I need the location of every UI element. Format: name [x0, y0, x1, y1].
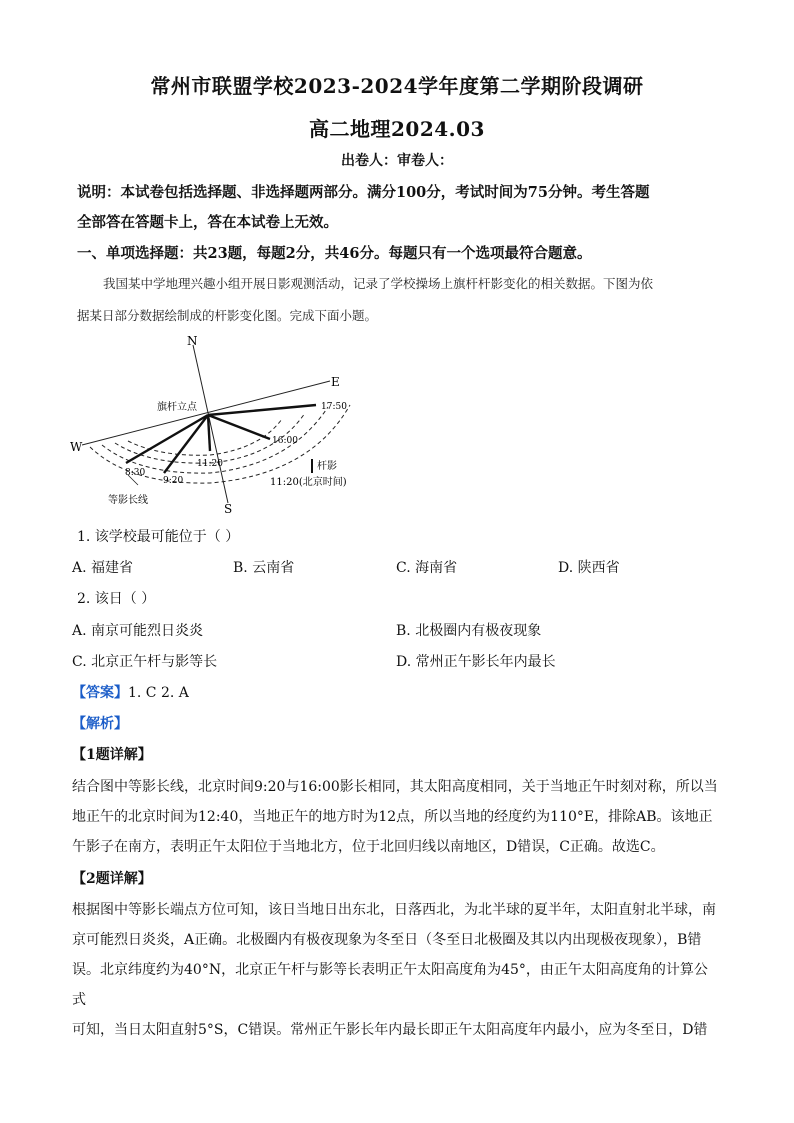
- section-heading: 一、单项选择题：共23题，每题2分，共46分。每题只有一个选项最符合题意。: [77, 245, 592, 262]
- q2-option-a: A. 南京可能烈日炎炎: [72, 623, 204, 639]
- south-label: S: [224, 502, 233, 515]
- q1-option-b: B. 云南省: [233, 560, 295, 576]
- legend-shadow-label: 杆影: [317, 461, 337, 472]
- shadow-1750: [208, 405, 316, 415]
- q1-option-a: A. 福建省: [72, 560, 134, 576]
- detail-2-body: [72, 895, 720, 1045]
- isoline-inner: [128, 419, 282, 455]
- north-south-line: [193, 345, 228, 503]
- shadow-figure: [60, 335, 380, 515]
- detail-1-line: 午影子在南方，表明正午太阳位于当地北方，位于北回归线以南地区，D错误，C正确。故选C。: [72, 839, 665, 855]
- detail-1-line: 地正午的北京时间为12:40，当地正午的地方时为12点，所以当地的经度约为110°E，排除AB。该地正: [72, 809, 713, 825]
- answer-label: 【答案】: [72, 685, 128, 701]
- detail-2-line: 误。北京纬度约为40°N，北京正午杆与影等长表明正午太阳高度角为45°，由正午太阳高度角的计算公式: [72, 962, 708, 1008]
- detail-2-line: 根据图中等影长端点方位可知，该日当地日出东北，日落西北，为北半球的夏半年，太阳直射北半球，南: [72, 902, 716, 918]
- q2-option-d: D. 常州正午影长年内最长: [396, 654, 556, 670]
- time-0830: 8:30: [125, 468, 146, 478]
- legend-time-label: 11:20(北京时间): [270, 477, 347, 488]
- authors-line: 出卷人：审卷人：: [341, 153, 453, 169]
- pole-label: 旗杆立点: [157, 402, 197, 413]
- detail-2-line: 可知，当日太阳直射5°S，C错误。常州正午影长年内最长即正午太阳高度年内最小，应为冬至日，D错: [72, 1022, 708, 1038]
- intro-line-2: 据某日部分数据绘制成的杆影变化图。完成下面小题。: [77, 308, 378, 323]
- time-0920: 9:20: [163, 476, 184, 486]
- east-label: E: [331, 375, 340, 389]
- time-1120: 11:20: [197, 459, 223, 469]
- q1-option-d: D. 陕西省: [558, 560, 620, 576]
- shadow-0830: [126, 415, 208, 463]
- q2-option-b: B. 北极圈内有极夜现象: [396, 623, 542, 639]
- answer-line: [72, 682, 189, 702]
- time-1600: 16:00: [272, 436, 298, 446]
- detail-1-heading: 【1题详解】: [72, 747, 152, 763]
- instructions-line-2: 全部答在答题卡上，答在本试卷上无效。: [77, 214, 338, 231]
- isoline-label: 等影长线: [108, 495, 148, 506]
- detail-2-heading: 【2题详解】: [72, 871, 152, 887]
- q2-option-c: C. 北京正午杆与影等长: [72, 654, 218, 670]
- west-label: W: [70, 440, 83, 454]
- detail-2-line: 京可能烈日炎炎，A正确。北极圈内有极夜现象为冬至日（冬至日北极圈及其以内出现极夜现象），B错: [72, 932, 702, 948]
- intro-line-1: 我国某中学地理兴趣小组开展日影观测活动，记录了学校操场上旗杆杆影变化的相关数据。下图为依: [103, 276, 654, 291]
- detail-1-line: 结合图中等影长线，北京时间9:20与16:00影长相同，其太阳高度相同，关于当地正午时刻对称，所以当: [72, 779, 718, 795]
- exam-subtitle: 高二地理2024.03: [309, 117, 485, 141]
- question-2-stem: 2. 该日（ ）: [77, 591, 156, 607]
- north-label: N: [187, 335, 198, 348]
- analysis-label: 【解析】: [72, 716, 128, 732]
- time-1750: 17:50: [321, 402, 347, 412]
- shadow-1600: [208, 415, 270, 439]
- q1-option-c: C. 海南省: [396, 560, 458, 576]
- answer-text: 1. C 2. A: [128, 685, 189, 701]
- detail-1-body: [72, 772, 720, 862]
- instructions-line-1: 说明：本试卷包括选择题、非选择题两部分。满分100分，考试时间为75分钟。考生答题: [77, 184, 650, 201]
- exam-title: 常州市联盟学校2023-2024学年度第二学期阶段调研: [150, 74, 644, 98]
- question-1-stem: 1. 该学校最可能位于（ ）: [77, 529, 240, 545]
